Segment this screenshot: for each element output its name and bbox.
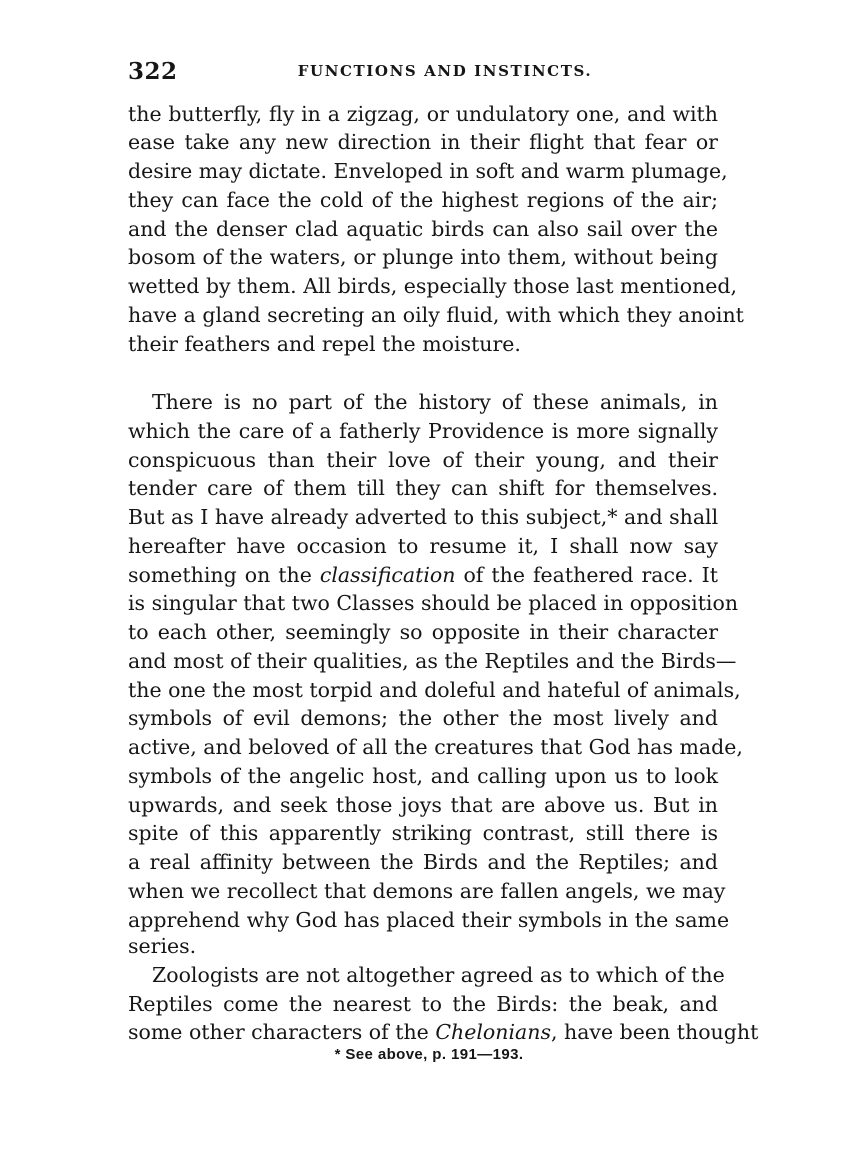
text-line <box>128 561 718 589</box>
text-line: tender care of them till they can shift for themselves. <box>128 476 718 500</box>
text-line: and the denser clad aquatic birds can also sail over the <box>128 217 718 241</box>
text-line: apprehend why God has placed their symbols in the same <box>128 908 730 932</box>
text-line: desire may dictate. Enveloped in soft and warm plumage, <box>128 159 728 183</box>
text-line: ease take any new direction in their flight that fear or <box>128 130 718 154</box>
page-number: 322 <box>128 58 178 85</box>
text-line: Reptiles come the nearest to the Birds: the beak, and <box>128 992 718 1016</box>
text-line: bosom of the waters, or plunge into them, without being <box>128 245 718 269</box>
running-head: FUNCTIONS AND INSTINCTS. <box>297 62 593 80</box>
text-segment: something on the <box>128 563 320 587</box>
text-line <box>128 1018 759 1046</box>
text-line: a real affinity between the Birds and the Reptiles; and <box>128 850 718 874</box>
italic-term: Chelonians <box>435 1020 551 1044</box>
text-line: the one the most torpid and doleful and hateful of animals, <box>128 678 741 702</box>
text-line: which the care of a fatherly Providence is more signally <box>128 419 718 443</box>
text-line: upwards, and seek those joys that are above us. But in <box>128 793 718 817</box>
text-line: they can face the cold of the highest regions of the air; <box>128 188 718 212</box>
text-line: when we recollect that demons are fallen angels, we may <box>128 879 726 903</box>
footnote: * See above, p. 191—193. <box>334 1046 524 1063</box>
text-line: wetted by them. All birds, especially those last mentioned, <box>128 274 738 298</box>
text-line: is singular that two Classes should be placed in opposition <box>128 591 739 615</box>
text-line: Zoologists are not altogether agreed as to which of the <box>152 963 725 987</box>
text-line: their feathers and repel the moisture. <box>128 332 521 356</box>
text-segment: of the feathered race. It <box>455 563 718 587</box>
text-line: symbols of the angelic host, and calling upon us to look <box>128 764 718 788</box>
text-segment: some other characters of the <box>128 1020 436 1044</box>
text-line: to each other, seemingly so opposite in their character <box>128 620 718 644</box>
text-line: the butterfly, fly in a zigzag, or undulatory one, and with <box>128 102 718 126</box>
text-line: have a gland secreting an oily fluid, with which they anoint <box>128 303 744 327</box>
text-line: hereafter have occasion to resume it, I shall now say <box>128 534 718 558</box>
text-line: There is no part of the history of these animals, in <box>152 390 718 414</box>
page-header <box>128 58 720 90</box>
text-line: and most of their qualities, as the Reptiles and the Birds— <box>128 649 737 673</box>
text-segment: , have been thought <box>550 1020 759 1044</box>
text-line: conspicuous than their love of their young, and their <box>128 448 718 472</box>
text-line: active, and beloved of all the creatures that God has made, <box>128 735 743 759</box>
text-line: spite of this apparently striking contrast, still there is <box>128 821 718 845</box>
text-line: series. <box>128 934 197 958</box>
text-line: symbols of evil demons; the other the most lively and <box>128 706 718 730</box>
italic-term: classification <box>319 563 456 587</box>
text-line: But as I have already adverted to this subject,* and shall <box>128 505 719 529</box>
